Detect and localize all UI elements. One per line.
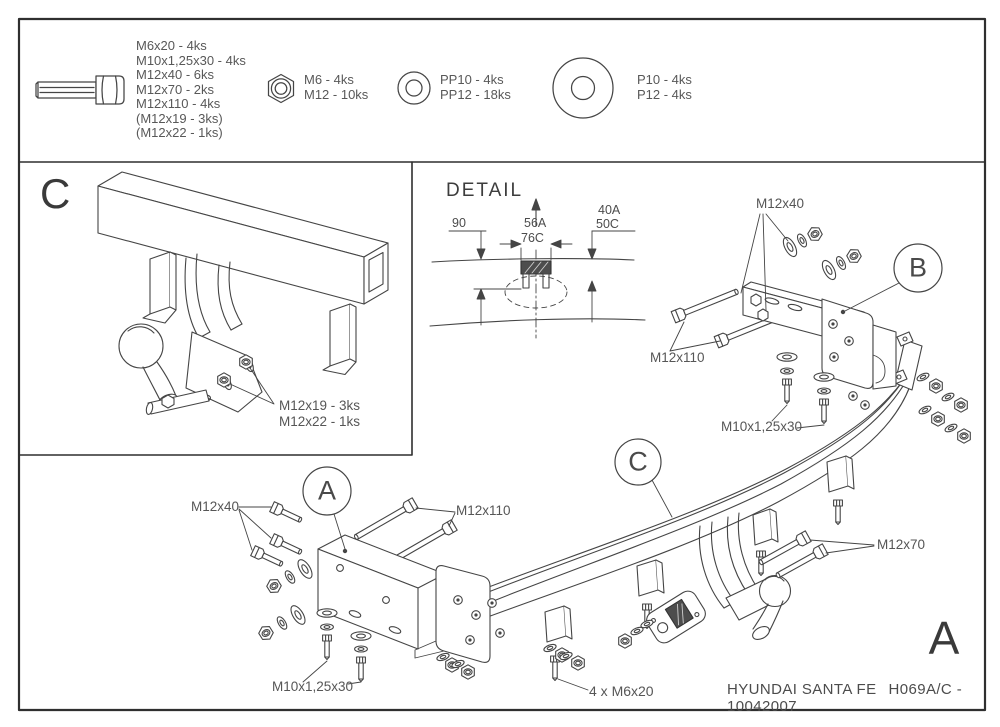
- view-c-callout-1: M12x19 - 3ks: [279, 398, 361, 413]
- legend-bolt-line: (M12x19 - 3ks): [136, 110, 223, 126]
- legend-washer-pp-line: PP10 - 4ks: [440, 72, 504, 87]
- view-c-callout-2: M12x22 - 1ks: [279, 414, 361, 429]
- balloon-b: B: [908, 252, 928, 283]
- legend-nut-line: M6 - 4ks: [304, 72, 354, 87]
- callout-right-m10: M10x1,25x30: [721, 419, 803, 434]
- legend-washer-p-icon: [553, 58, 613, 118]
- socket-plate-icon: [619, 588, 709, 648]
- balloon-a: A: [317, 475, 337, 506]
- vehicle-name: HYUNDAI SANTA FE: [727, 681, 877, 698]
- end-fasteners-icon: [916, 372, 970, 444]
- balloon-c: C: [628, 446, 648, 477]
- legend-bolt-line: M12x70 - 2ks: [136, 81, 215, 97]
- callout-right-m12x110: M12x110: [650, 350, 705, 365]
- legend-washer-pp-list: [440, 73, 511, 102]
- drawing-code: H069A/C - 10042007: [727, 681, 963, 715]
- legend-washer-pp-icon: [398, 72, 430, 104]
- title-block: [727, 681, 1000, 715]
- legend-bolt-line: M12x40 - 6ks: [136, 67, 215, 82]
- legend-bolt-line: M12x110 - 4ks: [136, 96, 221, 111]
- legend-washer-p-line: P10 - 4ks: [637, 72, 692, 87]
- view-c-letter: C: [40, 170, 71, 217]
- callout-left-m10: M10x1,25x30: [272, 679, 354, 694]
- legend-nut-line: M12 - 10ks: [304, 86, 369, 102]
- legend-bolt-line: M10x1,25x30 - 4ks: [136, 52, 246, 68]
- callout-right-m12x40: M12x40: [756, 196, 805, 211]
- legend-washer-pp-line: PP12 - 18ks: [440, 86, 511, 102]
- bracket-b-assembly: [670, 214, 896, 428]
- legend-bolt-list: [136, 39, 246, 141]
- detail-title: DETAIL: [446, 180, 524, 201]
- dim-56a: 56A: [524, 216, 547, 230]
- legend-bolt-icon: [36, 76, 124, 104]
- dim-50c: 50C: [596, 217, 619, 231]
- legend-washer-p-list: [637, 73, 692, 102]
- crossbeam-tube-icon: [98, 172, 388, 304]
- legend-nut-list: [304, 73, 368, 102]
- balloon-markers: [303, 244, 942, 549]
- dim-40a: 40A: [598, 203, 621, 217]
- callout-left-m12x110: M12x110: [456, 503, 511, 518]
- legend-bolt-line: (M12x22 - 1ks): [136, 125, 223, 140]
- callout-left-m12x40: M12x40: [191, 499, 240, 514]
- legend-bolt-line: M6x20 - 4ks: [136, 38, 207, 53]
- view-c-drawing: [98, 172, 388, 415]
- callout-m12x70: M12x70: [877, 537, 926, 552]
- callout-m6x20: 4 x M6x20: [589, 683, 654, 699]
- legend-washer-p-line: P12 - 4ks: [637, 86, 692, 102]
- legend-nut-icon: [269, 75, 294, 103]
- dim-76c: 76C: [521, 231, 544, 245]
- sheet-letter: A: [928, 612, 960, 664]
- dim-90: 90: [452, 216, 466, 230]
